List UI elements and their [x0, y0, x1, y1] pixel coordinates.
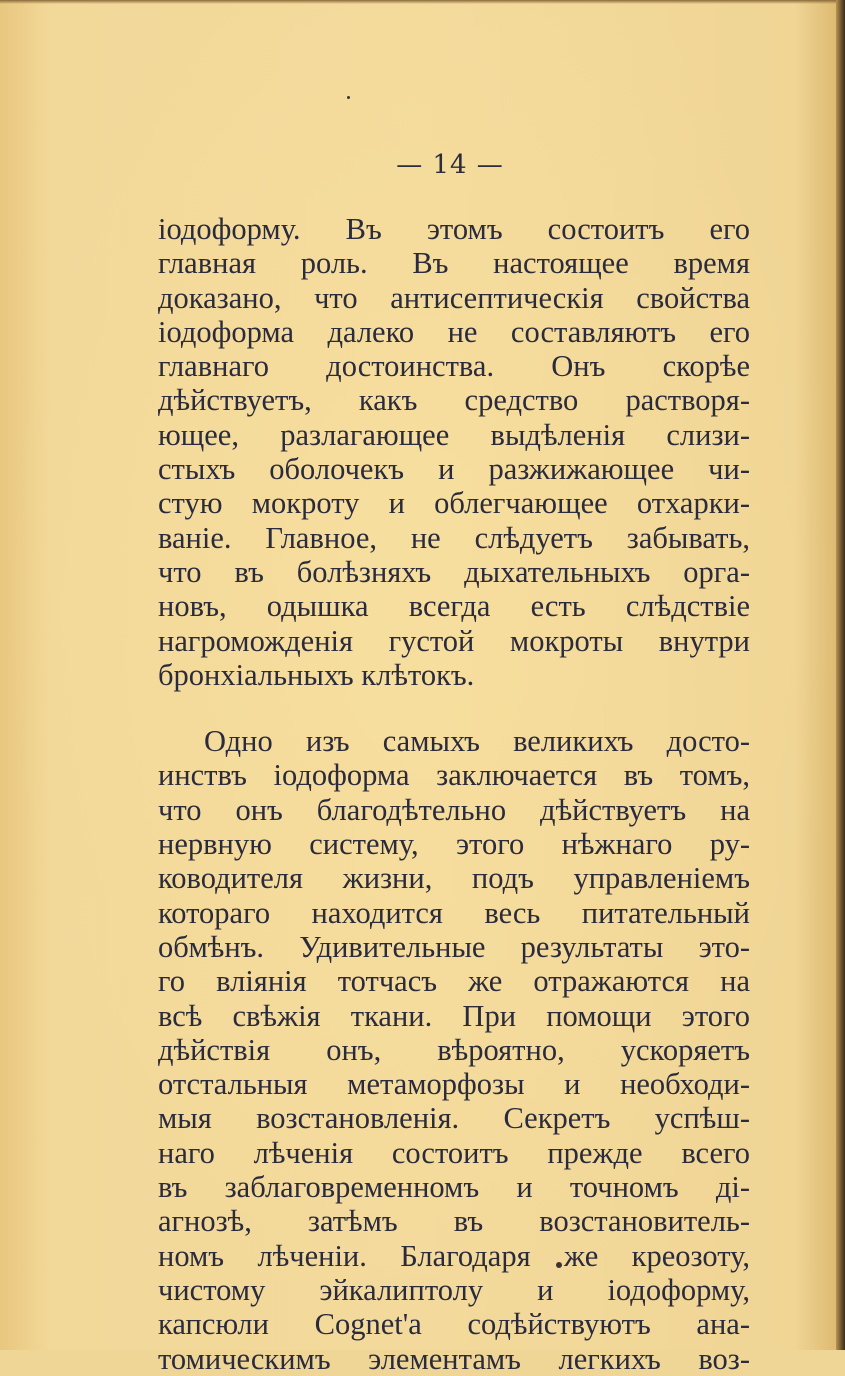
text-line: въ заблаговременномъ и точномъ ді- — [158, 1170, 750, 1205]
paragraph-gap — [158, 692, 750, 724]
text-line: дѣйствуетъ, какъ средство растворя- — [158, 383, 750, 418]
text-line: главная роль. Въ настоящее время — [158, 246, 750, 281]
text-line: котораго находится весь питательный — [158, 895, 750, 930]
paragraph-1 — [158, 212, 750, 692]
page-top-edge — [0, 0, 845, 4]
text-line: іодоформу. Въ этомъ состоитъ его — [158, 212, 750, 246]
text-line: томическимъ элементамъ легкихъ воз- — [158, 1341, 750, 1376]
text-line: номъ лѣченіи. Благодаря же креозоту, — [158, 1238, 750, 1273]
text-line: главнаго достоинства. Онъ скорѣе — [158, 349, 750, 384]
page-right-edge — [836, 0, 845, 1350]
text-line: обмѣнъ. Удивительные результаты это- — [158, 929, 750, 964]
text-line: новъ, одышка всегда есть слѣдствіе — [158, 589, 750, 624]
text-line: Одно изъ самыхъ великихъ досто- — [204, 724, 750, 759]
body-text — [158, 212, 750, 1376]
text-line: отстальныя метаморфозы и необходи- — [158, 1067, 750, 1102]
text-line: го вліянія тотчасъ же отражаются на — [158, 964, 750, 999]
text-line: что въ болѣзняхъ дыхательныхъ орга- — [158, 554, 750, 589]
text-line: стыхъ оболочекъ и разжижающее чи- — [158, 452, 750, 487]
text-line: бронхіальныхъ клѣтокъ. — [158, 657, 475, 692]
text-line: что онъ благодѣтельно дѣйствуетъ на — [158, 792, 750, 827]
text-line: агнозѣ, затѣмъ въ возстановитель- — [158, 1204, 750, 1239]
page-number: — 14 — — [396, 150, 504, 180]
text-line: инствъ іодоформа заключается въ томъ, — [158, 758, 750, 793]
text-line: нервную систему, этого нѣжнаго ру- — [158, 827, 750, 862]
text-line: всѣ свѣжія ткани. При помощи этого — [158, 998, 750, 1033]
text-line: ководителя жизни, подъ управленіемъ — [158, 861, 750, 896]
text-line: мыя возстановленія. Секретъ успѣш- — [158, 1101, 750, 1136]
text-line: наго лѣченія состоитъ прежде всего — [158, 1135, 750, 1170]
text-line: капсюли Cognet'а содѣйствуютъ ана- — [158, 1307, 750, 1342]
ink-speck — [347, 96, 350, 99]
text-line: ющее, разлагающее выдѣленія слизи- — [158, 417, 750, 452]
text-line: дѣйствія онъ, вѣроятно, ускоряетъ — [158, 1032, 750, 1067]
text-line: ваніе. Главное, не слѣдуетъ забывать, — [158, 520, 750, 555]
text-line: нагроможденія густой мокроты внутри — [158, 623, 750, 658]
text-line: доказано, что антисептическія свойства — [158, 280, 750, 315]
text-line: іодоформа далеко не составляютъ его — [158, 314, 750, 349]
text-line: чистому эйкалиптолу и іодоформу, — [158, 1272, 750, 1307]
paragraph-2 — [158, 724, 750, 1376]
text-line: стую мокроту и облегчающее отхарки- — [158, 486, 750, 521]
